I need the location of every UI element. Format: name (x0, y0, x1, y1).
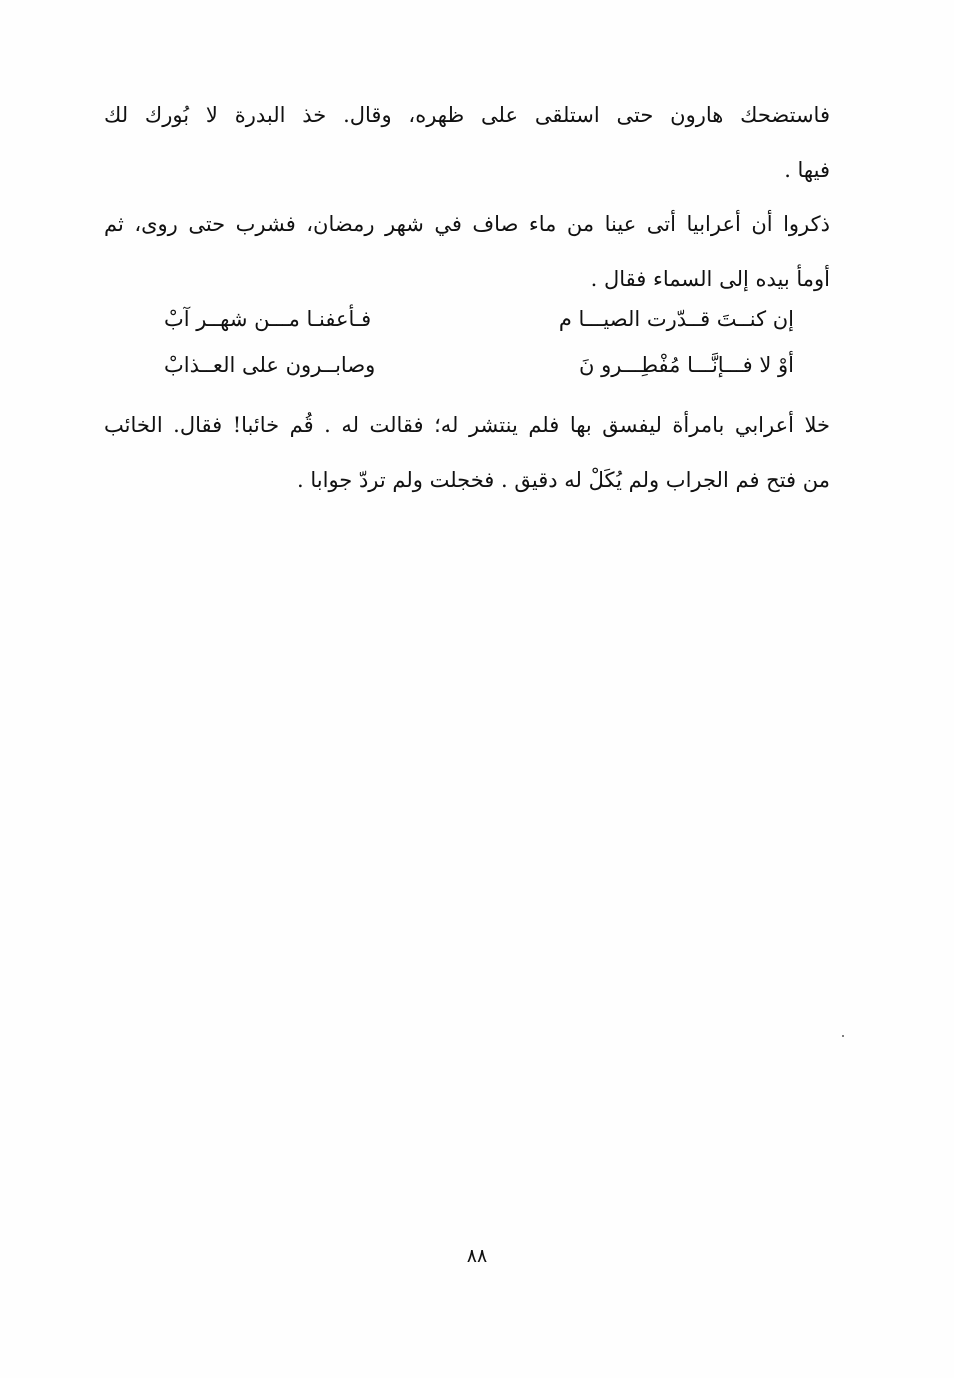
poem (164, 296, 794, 388)
paragraph-line: ذكروا أن أعرابيا أتى عينا من ماء صاف في شهر رمضان، فشرب حتى روى، ثم (104, 212, 830, 236)
poem-first-hemistich: إن كنــتَ قــدّرت الصيـــا م (558, 307, 794, 331)
paragraph-bedouin-ramadan (104, 197, 830, 307)
poem-second-hemistich: فـأعفنـا مـــن شهــر آبْ (164, 307, 372, 331)
paragraph-harun (104, 88, 830, 198)
paragraph-bedouin-woman (104, 398, 830, 508)
poem-second-hemistich: وصابــرون على العــذابْ (164, 353, 376, 377)
paragraph-line: خلا أعرابي بامرأة ليفسق بها فلم ينتشر له؛ فقالت له . قُم خائبا! فقال. الخائب (104, 413, 830, 437)
poem-verse (164, 296, 794, 342)
paragraph-line: أومأ بيده إلى السماء فقال . (590, 267, 830, 291)
paragraph-line: فيها . (784, 158, 830, 182)
poem-verse (164, 342, 794, 388)
poem-first-hemistich: أوْ لا فـــإنَّـــا مُفْطِـــرو نَ (579, 353, 794, 377)
paragraph-line: من فتح فم الجراب ولم يُكَلْ له دقيق . فخجلت ولم تردّ جوابا . (297, 468, 830, 492)
paragraph-line: فاستضحك هارون حتى استلقى على ظهره، وقال. خذ البدرة لا بُورك لك (104, 103, 830, 127)
page-number: ٨٨ (466, 1245, 488, 1267)
scan-speck (842, 1035, 844, 1037)
